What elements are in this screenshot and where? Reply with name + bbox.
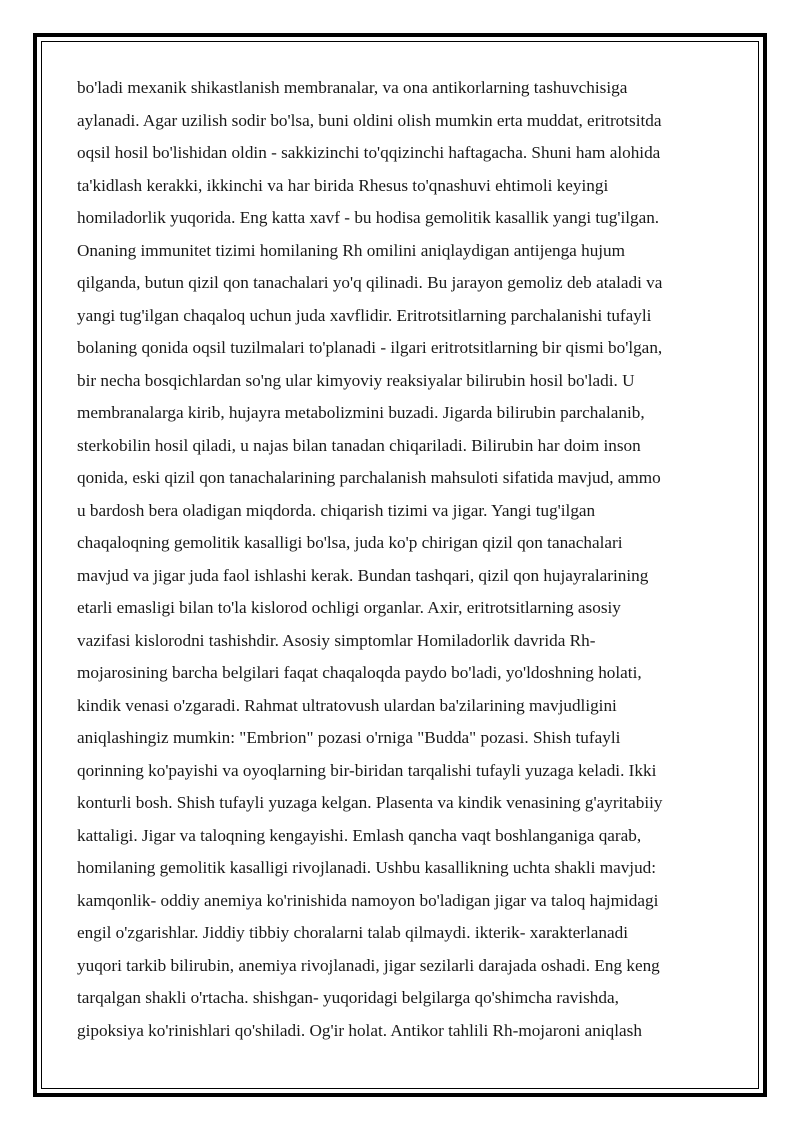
text-line: kattaligi. Jigar va taloqning kengayishi. Emlash qancha vaqt boshlanganiga qarab, [77, 825, 642, 845]
text-line: qorinning ko'payishi va oyoqlarning bir-biridan tarqalishi tufayli yuzaga keladi. Ikki [77, 760, 657, 780]
text-line: qonida, eski qizil qon tanachalarining parchalanish mahsuloti sifatida mavjud, ammo [77, 468, 661, 487]
text-line: u bardosh bera oladigan miqdorda. chiqarish tizimi va jigar. Yangi tug'ilgan [77, 500, 596, 520]
text-line: chaqaloqning gemolitik kasalligi bo'lsa, juda ko'p chirigan qizil qon tanachalari [77, 533, 623, 552]
text-line: etarli emasligi bilan to'la kislorod ochligi organlar. Axir, eritrotsitlarning asosiy [77, 598, 621, 617]
text-line: bir necha bosqichlardan so'ng ular kimyoviy reaksiyalar bilirubin hosil bo'ladi. U [77, 370, 635, 390]
text-line: gipoksiya ko'rinishlari qo'shiladi. Og'ir holat. Antikor tahlili Rh-mojaroni aniqlash [77, 1020, 642, 1040]
body-text [77, 76, 727, 1051]
text-line: aylanadi. Agar uzilish sodir bo'lsa, buni oldini olish mumkin erta muddat, eritrotsitda [77, 110, 662, 130]
text-line: aniqlashingiz mumkin: "Embrion" pozasi o'rniga "Budda" pozasi. Shish tufayli [77, 728, 621, 747]
text-line: sterkobilin hosil qiladi, u najas bilan tanadan chiqariladi. Bilirubin har doim inson [77, 435, 641, 455]
text-line: bo'ladi mexanik shikastlanish membranalar, va ona antikorlarning tashuvchisiga [77, 78, 628, 97]
text-line: kamqonlik- oddiy anemiya ko'rinishida namoyon bo'ladigan jigar va taloq hajmidagi [77, 890, 659, 910]
text-line: oqsil hosil bo'lishidan oldin - sakkizinchi to'qqizinchi haftagacha. Shuni ham alohida [77, 143, 661, 162]
text-line: konturli bosh. Shish tufayli yuzaga kelgan. Plasenta va kindik venasining g'ayritabiiy [77, 793, 663, 812]
text-line: homilaning gemolitik kasalligi rivojlanadi. Ushbu kasallikning uchta shakli mavjud: [77, 858, 657, 877]
text-line: mojarosining barcha belgilari faqat chaqaloqda paydo bo'ladi, yo'ldoshning holati, [77, 663, 642, 682]
text-line: ta'kidlash kerakki, ikkinchi va har birida Rhesus to'qnashuvi ehtimoli keyingi [77, 175, 609, 195]
text-line: yangi tug'ilgan chaqaloq uchun juda xavflidir. Eritrotsitlarning parchalanishi tufayli [77, 305, 652, 325]
text-line: qilganda, butun qizil qon tanachalari yo'q qilinadi. Bu jarayon gemoliz deb ataladi va [77, 273, 663, 292]
text-line: mavjud va jigar juda faol ishlashi kerak. Bundan tashqari, qizil qon hujayralarining [77, 565, 649, 585]
text-line: bolaning qonida oqsil tuzilmalari to'planadi - ilgari eritrotsitlarning bir qismi bo'lgan, [77, 338, 663, 357]
text-line: engil o'zgarishlar. Jiddiy tibbiy choralarni talab qilmaydi. ikterik- xarakterlanadi [77, 923, 629, 942]
text-line: homiladorlik yuqorida. Eng katta xavf - bu hodisa gemolitik kasallik yangi tug'ilgan. [77, 208, 660, 227]
text-line: kindik venasi o'zgaradi. Rahmat ultratovush ulardan ba'zilarining mavjudligini [77, 695, 617, 715]
text-line: membranalarga kirib, hujayra metabolizmini buzadi. Jigarda bilirubin parchalanib, [77, 403, 645, 422]
text-line: Onaning immunitet tizimi homilaning Rh omilini aniqlaydigan antijenga hujum [77, 240, 626, 260]
text-line: yuqori tarkib bilirubin, anemiya rivojlanadi, jigar sezilarli darajada oshadi. Eng keng [77, 955, 660, 975]
text-line: tarqalgan shakli o'rtacha. shishgan- yuqoridagi belgilarga qo'shimcha ravishda, [77, 988, 619, 1007]
text-line: vazifasi kislorodni tashishdir. Asosiy simptomlar Homiladorlik davrida Rh- [77, 630, 596, 650]
